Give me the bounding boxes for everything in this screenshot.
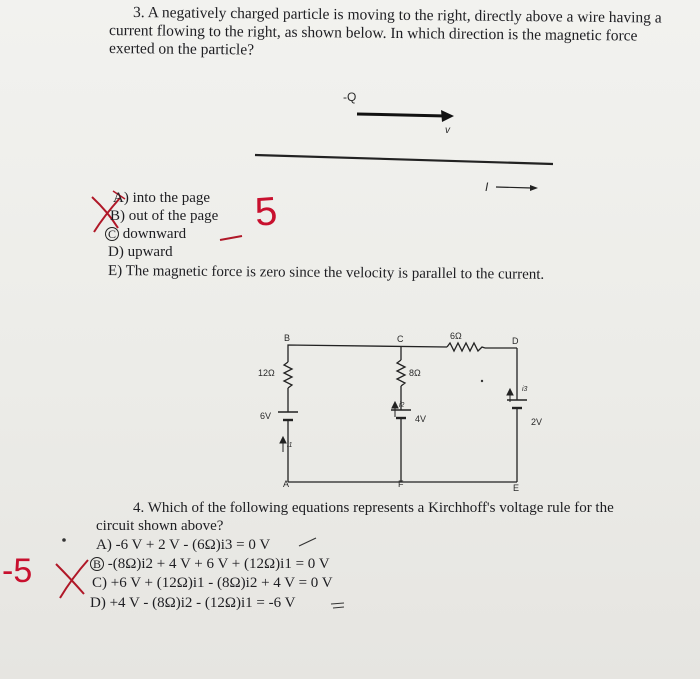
node-label-f: F (398, 479, 404, 489)
battery-label-2v: 2V (531, 417, 543, 427)
option-letter: C) (92, 575, 107, 591)
battery-label-4v: 4V (415, 414, 427, 424)
option-letter: A) (113, 190, 129, 206)
option-text: +4 V - (8Ω)i2 - (12Ω)i1 = -6 V (109, 595, 296, 611)
selected-circle: B (90, 557, 104, 571)
option-letter: A) (96, 537, 112, 553)
q3-line-1: 3. A negatively charged particle is moving to the right, directly above a wire having a (132, 4, 662, 27)
q4-line-2: circuit shown above? (96, 518, 224, 534)
selected-circle: C (105, 227, 119, 241)
option-text: The magnetic force is zero since the velocity is parallel to the current. (125, 263, 545, 283)
current-label: I (485, 180, 489, 194)
current-label-i2: i2 (399, 402, 405, 409)
option-text: upward (127, 244, 173, 260)
q3-line-2: current flowing to the right, as shown below. In which direction is the magnetic force (108, 22, 638, 45)
q3-grade-mark: 5 (253, 189, 279, 235)
option-text: downward (122, 226, 187, 242)
battery-label-6v: 6V (260, 411, 272, 421)
node-label-b: B (284, 333, 291, 343)
option-text: -(8Ω)i2 + 4 V + 6 V + (12Ω)i1 = 0 V (107, 556, 330, 572)
resistor-label-6ohm: 6Ω (450, 331, 462, 341)
pen-dot (62, 538, 66, 542)
current-label-i1: i1 (287, 442, 293, 449)
q4-line-1: 4. Which of the following equations represents a Kirchhoff's voltage rule for the (133, 500, 614, 516)
node-label-e: E (513, 483, 520, 493)
node-label-d: D (512, 336, 519, 346)
pen-mark (331, 603, 344, 608)
q3-line-3: exerted on the particle? (108, 40, 255, 59)
velocity-label: v (445, 125, 450, 136)
option-text: +6 V + (12Ω)i1 - (8Ω)i2 + 4 V = 0 V (110, 575, 333, 591)
option-text: out of the page (128, 208, 219, 224)
option-text: into the page (132, 190, 211, 206)
pen-mark (299, 538, 316, 546)
option-letter: D) (90, 595, 106, 611)
resistor-label-8ohm: 8Ω (409, 368, 421, 378)
resistor-label-12ohm: 12Ω (258, 368, 275, 378)
current-label-i3: i3 (522, 386, 528, 393)
charge-label: -Q (343, 90, 357, 104)
option-letter: B) (110, 208, 125, 224)
option-letter: D) (108, 244, 124, 260)
option-text: -6 V + 2 V - (6Ω)i3 = 0 V (115, 537, 271, 553)
node-label-a: A (283, 479, 290, 489)
option-letter: E) (107, 263, 123, 280)
q4-grade-mark: -5 (2, 552, 33, 590)
node-label-c: C (397, 334, 404, 344)
